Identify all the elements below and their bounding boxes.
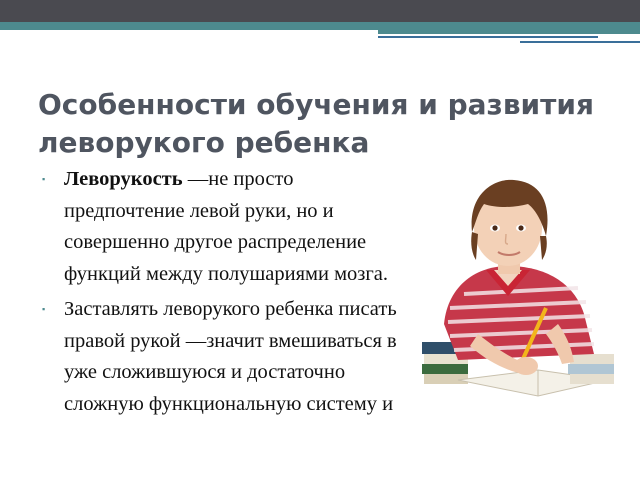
bullet-term: Леворукость xyxy=(64,168,183,190)
bullet-marker-icon: ▪ xyxy=(42,174,46,184)
bullet-item xyxy=(42,294,407,420)
header-accent-line xyxy=(378,36,598,38)
header-accent-line-short xyxy=(520,41,640,43)
bullet-text: Заставлять леворукого ребенка писать правой рукой —значит вмешиваться в уже сложившуюся и достаточно сложную функциональную систему и xyxy=(64,298,397,415)
bullet-marker-icon: ▪ xyxy=(42,304,46,314)
slide-title: Особенности обучения и развития леворукого ребенка xyxy=(38,88,594,159)
header-teal-band-left xyxy=(0,22,378,30)
bullet-item xyxy=(42,164,407,290)
header-teal-band-right xyxy=(378,22,640,34)
bullet-text: —не просто предпочтение левой руки, но и совершенно другое распределение функций между полушариями мозга. xyxy=(64,168,389,285)
child-writing-photo xyxy=(418,174,618,410)
header-dark-band xyxy=(0,0,640,22)
bullet-list xyxy=(42,164,407,424)
